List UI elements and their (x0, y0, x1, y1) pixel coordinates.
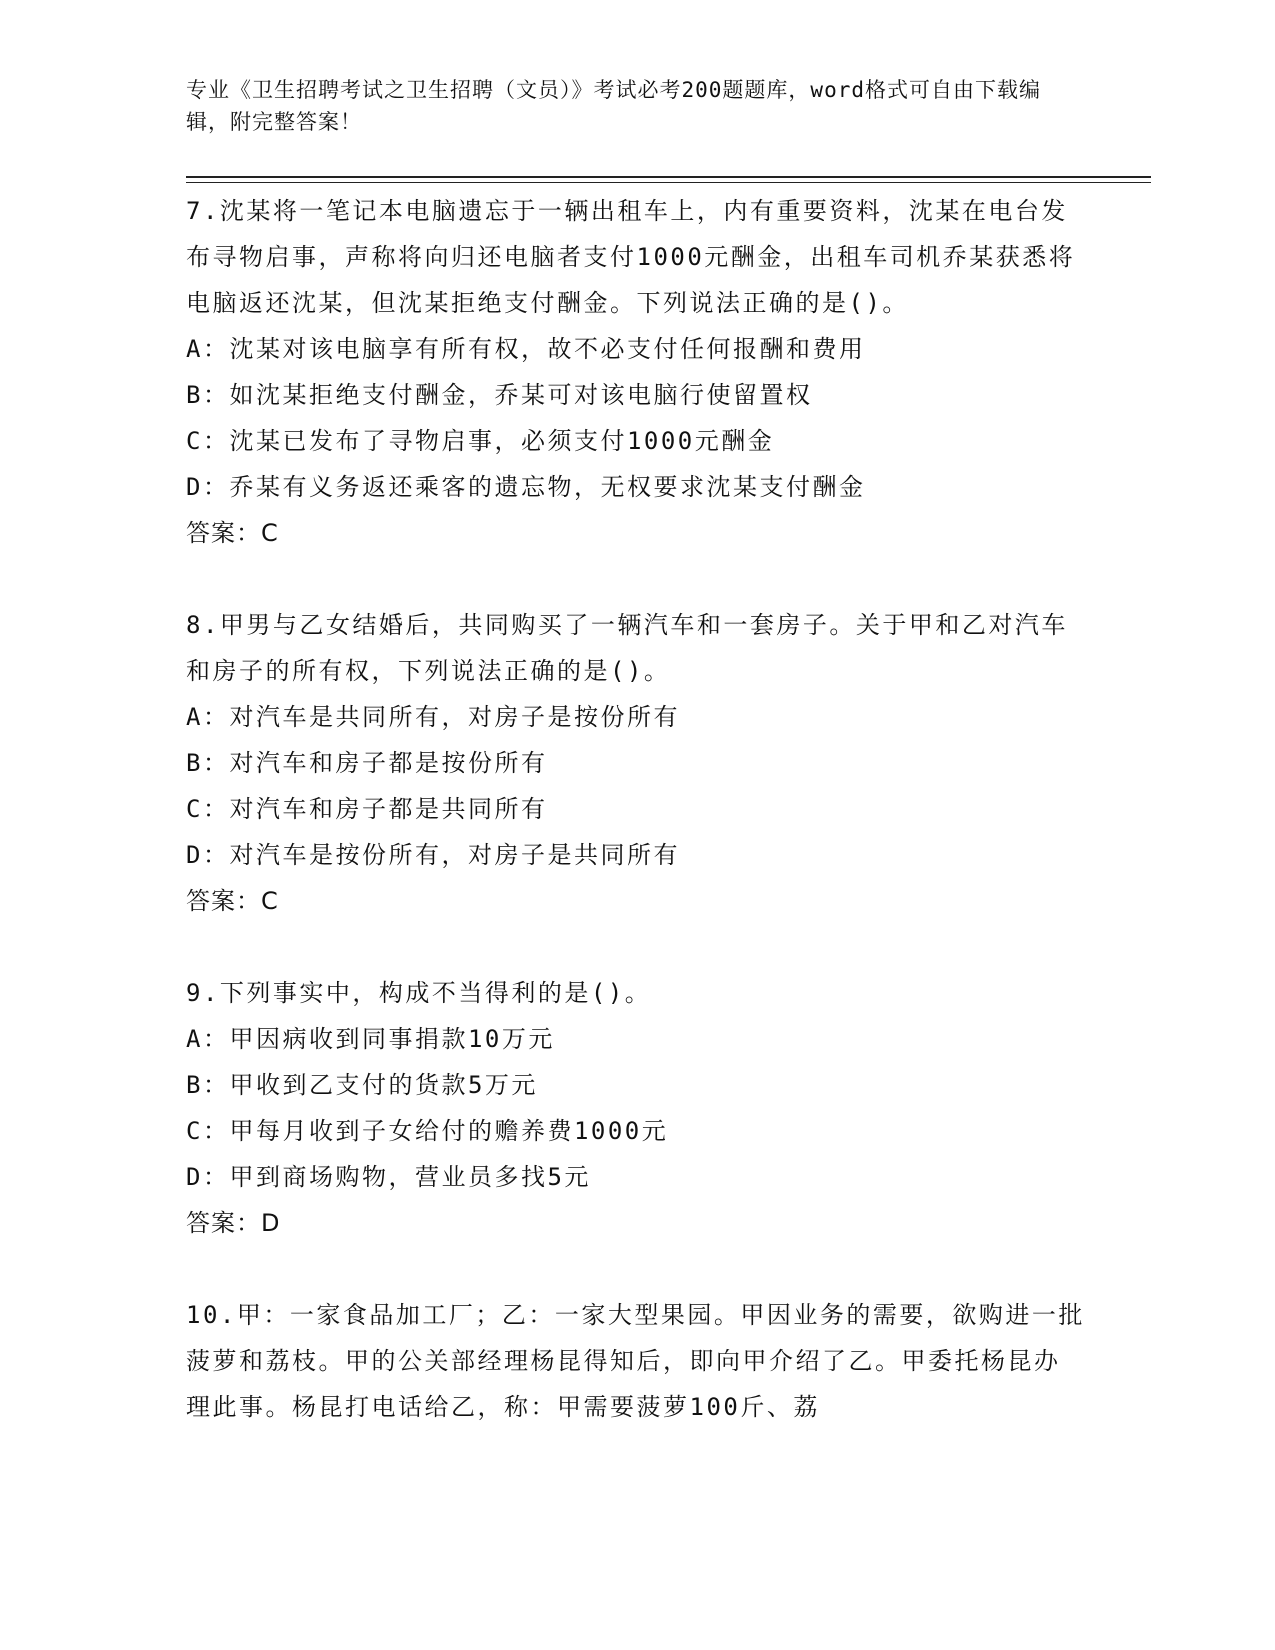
option-b: B：甲收到乙支付的货款5万元 (186, 1071, 538, 1099)
option-c: C：对汽车和房子都是共同所有 (186, 795, 548, 823)
option-a: A：沈某对该电脑享有所有权，故不必支付任何报酬和费用 (186, 335, 866, 363)
question-7 (186, 188, 1086, 556)
answer-text: 答案：C (186, 519, 279, 547)
header-divider-thick (186, 176, 1151, 178)
option-d: D：对汽车是按份所有，对房子是共同所有 (186, 841, 680, 869)
question-list (186, 188, 1086, 1430)
question-stem: 7.沈某将一笔记本电脑遗忘于一辆出租车上，内有重要资料，沈某在电台发布寻物启事，声称将向归还电脑者支付1000元酬金，出租车司机乔某获悉将电脑返还沈某，但沈某拒绝支付酬金。下列说法正确的是()。 (186, 197, 1076, 317)
question-9 (186, 970, 1086, 1246)
question-stem: 9.下列事实中，构成不当得利的是()。 (186, 979, 652, 1007)
answer-text: 答案：D (186, 1209, 281, 1237)
option-c: C：沈某已发布了寻物启事，必须支付1000元酬金 (186, 427, 775, 455)
option-b: B：对汽车和房子都是按份所有 (186, 749, 548, 777)
option-d: D：乔某有义务返还乘客的遗忘物，无权要求沈某支付酬金 (186, 473, 866, 501)
header-divider-thin (186, 182, 1151, 183)
option-b: B：如沈某拒绝支付酬金，乔某可对该电脑行使留置权 (186, 381, 813, 409)
question-stem: 8.甲男与乙女结婚后，共同购买了一辆汽车和一套房子。关于甲和乙对汽车和房子的所有权，下列说法正确的是()。 (186, 611, 1068, 685)
option-a: A：甲因病收到同事捐款10万元 (186, 1025, 555, 1053)
header-text: 专业《卫生招聘考试之卫生招聘（文员）》考试必考200题题库，word格式可自由下载编辑，附完整答案！ (186, 78, 1041, 134)
document-header (186, 74, 1066, 138)
option-c: C：甲每月收到子女给付的赡养费1000元 (186, 1117, 669, 1145)
answer-text: 答案：C (186, 887, 279, 915)
question-stem: 10.甲：一家食品加工厂；乙：一家大型果园。甲因业务的需要，欲购进一批菠萝和荔枝。甲的公关部经理杨昆得知后，即向甲介绍了乙。甲委托杨昆办理此事。杨昆打电话给乙，称：甲需要菠萝100斤、荔 (186, 1301, 1085, 1421)
question-10 (186, 1292, 1086, 1430)
option-d: D：甲到商场购物，营业员多找5元 (186, 1163, 591, 1191)
option-a: A：对汽车是共同所有，对房子是按份所有 (186, 703, 680, 731)
question-8 (186, 602, 1086, 924)
